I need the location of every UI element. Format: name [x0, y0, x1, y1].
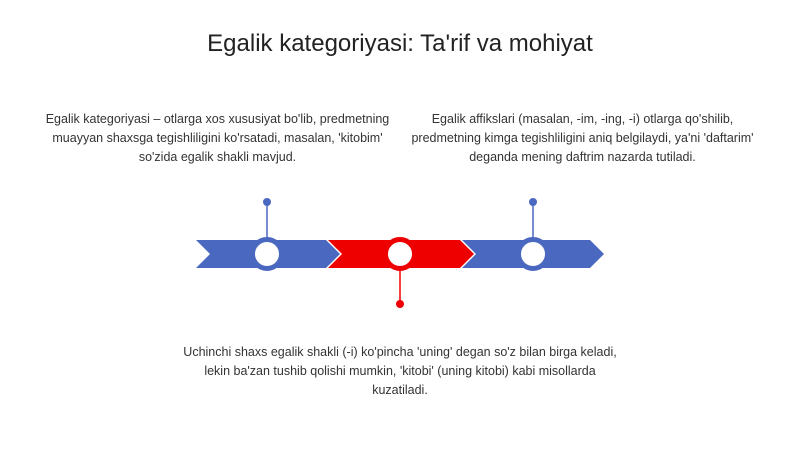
timeline-marker-3 — [519, 240, 548, 269]
connector-dot-2 — [396, 300, 404, 308]
timeline-marker-2 — [386, 240, 415, 269]
slide-title: Egalik kategoriyasi: Ta'rif va mohiyat — [207, 30, 593, 57]
connector-dot-1 — [263, 198, 271, 206]
timeline-note-3: Uchinchi shaxs egalik shakli (-i) ko'pincha 'uning' degan so'z bilan birga keladi, lekin ba'zan tushib qolishi mumkin, 'kitobi' (uning kitobi) kabi misollarda kuzatiladi. — [183, 345, 617, 397]
timeline-marker-1 — [253, 240, 282, 269]
connector-dot-3 — [529, 198, 537, 206]
timeline-note-1: Egalik kategoriyasi – otlarga xos xususiyat bo'lib, predmetning muayyan shaxsga tegishliligini ko'rsatadi, masalan, 'kitobim' so'zida egalik shakli mavjud. — [45, 112, 390, 164]
timeline-note-2: Egalik affikslari (masalan, -im, -ing, -i) otlarga qo'shilib, predmetning kimga tegishliligini aniq belgilaydi, ya'ni 'daftarim' deganda mening daftrim nazarda tutiladi. — [411, 112, 754, 164]
